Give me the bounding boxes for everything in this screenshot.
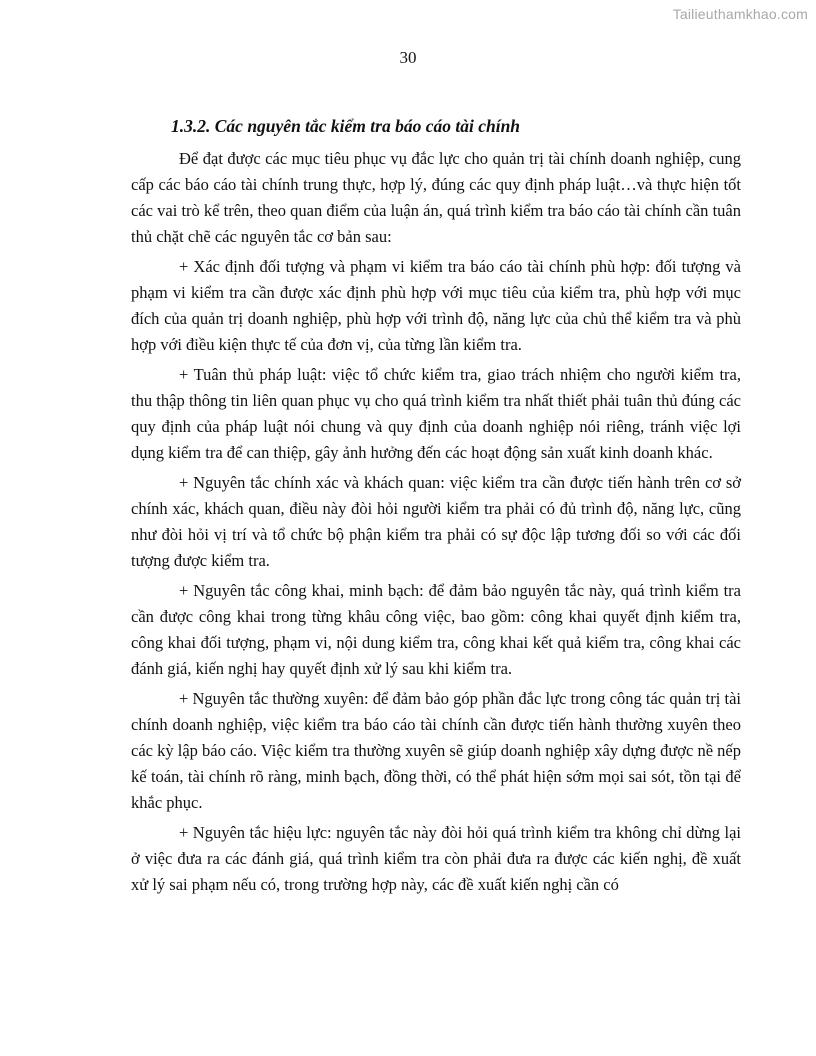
intro-paragraph: Để đạt được các mục tiêu phục vụ đắc lực cho quản trị tài chính doanh nghiệp, cung cấp các báo cáo tài chính trung thực, hợp lý, đúng các quy định pháp luật…và thực hiện tốt các vai trò kể trên, theo quan điểm của luận án, quá trình kiểm tra báo cáo tài chính cần tuân thủ chặt chẽ các nguyên tắc cơ bản sau: bbox=[131, 149, 741, 246]
principle-scope-paragraph: + Xác định đối tượng và phạm vi kiểm tra báo cáo tài chính phù hợp: đối tượng và phạm vi kiểm tra cần được xác định phù hợp với mục tiêu của kiểm tra, phù hợp với mục đích của quản trị doanh nghiệp, phù hợp với trình độ, năng lực của chủ thể kiểm tra và phù hợp với điều kiện thực tế của đơn vị, của từng lần kiểm tra. bbox=[131, 257, 741, 354]
principle-regularity-paragraph: + Nguyên tắc thường xuyên: để đảm bảo góp phần đắc lực trong công tác quản trị tài chính doanh nghiệp, việc kiểm tra báo cáo tài chính cần được tiến hành thường xuyên theo các kỳ lập báo cáo. Việc kiểm tra thường xuyên sẽ giúp doanh nghiệp xây dựng được nề nếp kế toán, tài chính rõ ràng, minh bạch, đồng thời, có thể phát hiện sớm mọi sai sót, tồn tại để khắc phục. bbox=[131, 689, 741, 812]
watermark: Tailieuthamkhao.com bbox=[672, 6, 808, 22]
principle-accuracy-objectivity-paragraph: + Nguyên tắc chính xác và khách quan: việc kiểm tra cần được tiến hành trên cơ sở chính xác, khách quan, điều này đòi hỏi người kiểm tra phải có đủ trình độ, năng lực, cũng như đòi hỏi vị trí và tổ chức bộ phận kiểm tra phải có sự độc lập tương đối so với các đối tượng được kiểm tra. bbox=[131, 473, 741, 570]
section-heading: 1.3.2. Các nguyên tắc kiểm tra báo cáo tài chính bbox=[171, 116, 521, 136]
principle-legal-compliance-paragraph: + Tuân thủ pháp luật: việc tổ chức kiểm tra, giao trách nhiệm cho người kiểm tra, thu thập thông tin liên quan phục vụ cho quá trình kiểm tra nhất thiết phải tuân thủ đúng các quy định của pháp luật nói chung và quy định của doanh nghiệp nói riêng, tránh việc lợi dụng kiểm tra để can thiệp, gây ảnh hưởng đến các hoạt động sản xuất kinh doanh khác. bbox=[131, 365, 741, 462]
document-body bbox=[131, 114, 741, 898]
principle-transparency-paragraph: + Nguyên tắc công khai, minh bạch: để đảm bảo nguyên tắc này, quá trình kiểm tra cần được công khai trong từng khâu công việc, bao gồm: công khai quyết định kiểm tra, công khai đối tượng, phạm vi, nội dung kiểm tra, công khai kết quả kiểm tra, công khai các đánh giá, kiến nghị hay quyết định xử lý sau khi kiểm tra. bbox=[131, 581, 741, 678]
principle-effectiveness-paragraph: + Nguyên tắc hiệu lực: nguyên tắc này đòi hỏi quá trình kiểm tra không chỉ dừng lại ở việc đưa ra các đánh giá, quá trình kiểm tra còn phải đưa ra được các kiến nghị, đề xuất xử lý sai phạm nếu có, trong trường hợp này, các đề xuất kiến nghị cần có bbox=[131, 823, 741, 894]
page-number: 30 bbox=[399, 48, 417, 67]
